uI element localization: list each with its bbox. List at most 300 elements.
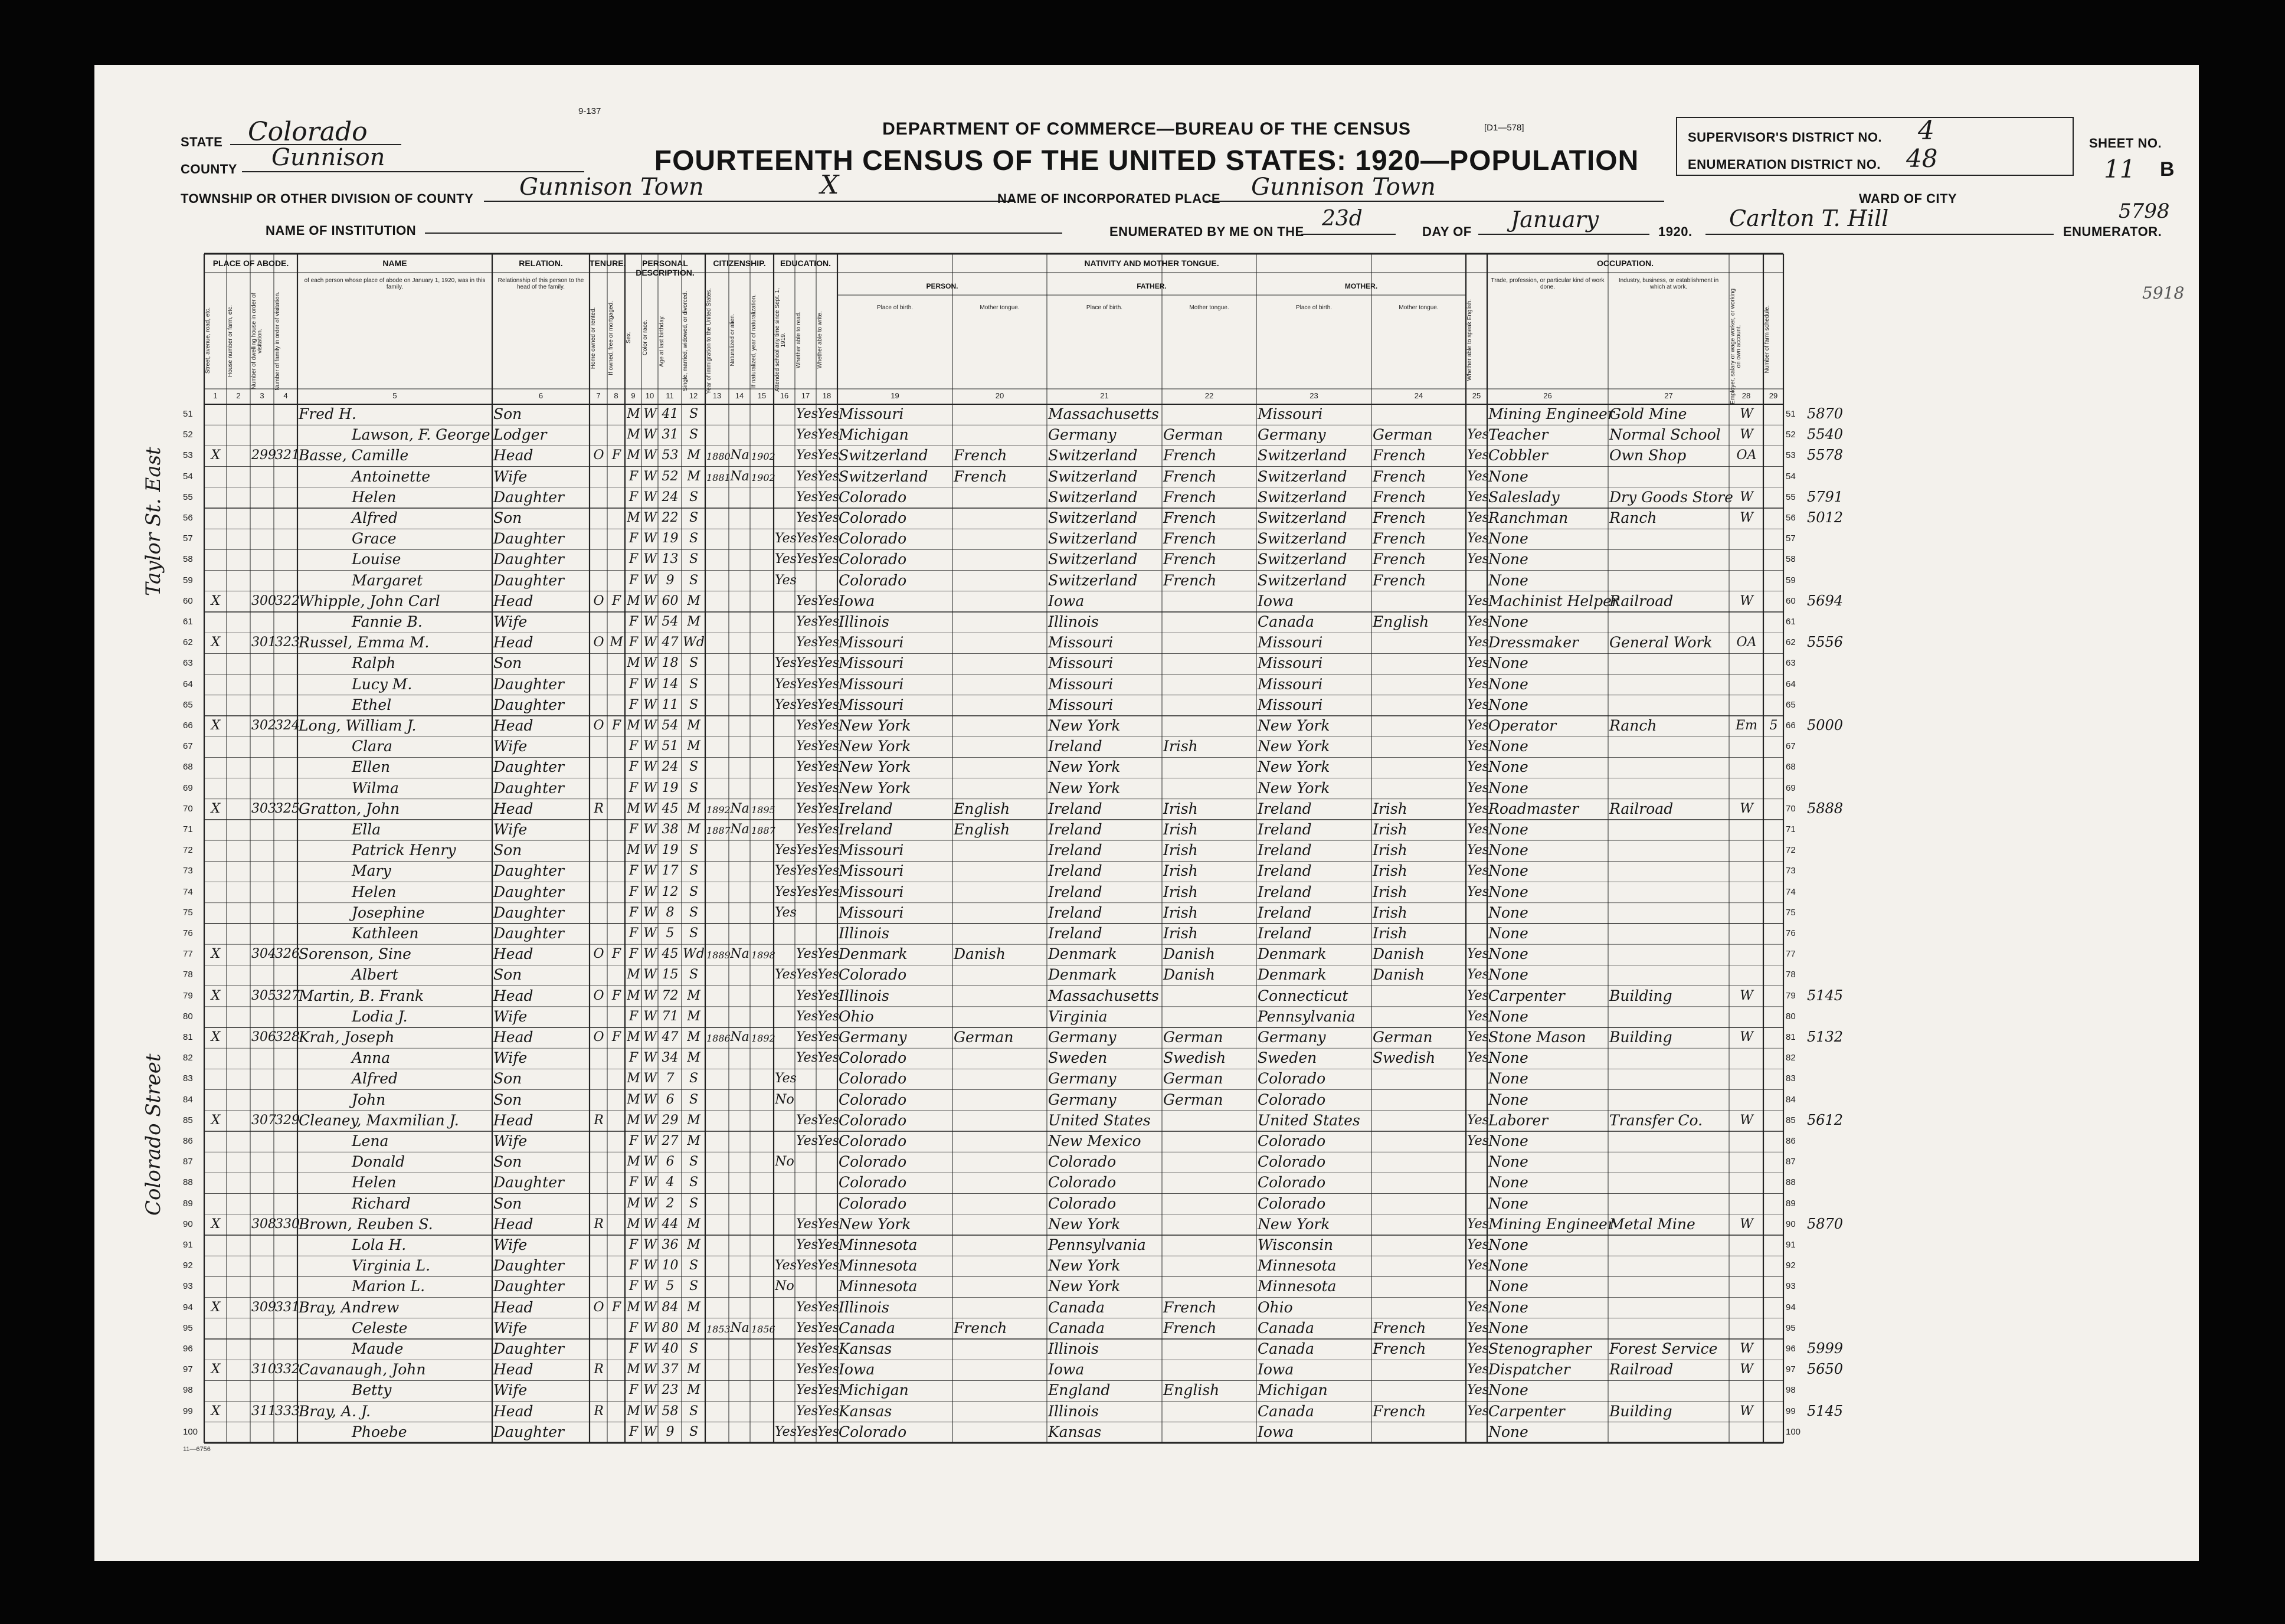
line-number: 93 <box>183 1281 193 1292</box>
cell-own: O <box>593 593 604 608</box>
column-number: 4 <box>283 391 288 400</box>
column-header-15: If naturalized, year of naturalization. <box>751 294 757 388</box>
cell-write: Yes <box>817 593 839 608</box>
cell-mpob: Ireland <box>1258 862 1312 880</box>
cell-name: Ralph <box>352 654 396 672</box>
cell-mtongue: Danish <box>1373 966 1425 984</box>
line-number-right: 95 <box>1786 1322 1796 1333</box>
cell-read: Yes <box>796 1341 818 1356</box>
cell-write: Yes <box>817 822 839 837</box>
cell-ftongue: French <box>1163 571 1217 589</box>
cell-sex: M <box>627 510 640 525</box>
cell-age: 2 <box>666 1196 675 1211</box>
cell-sex: F <box>628 531 639 546</box>
line-number-right: 54 <box>1786 471 1796 482</box>
cell-write: Yes <box>817 656 839 671</box>
incorporated-value: Gunnison Town <box>1251 173 1436 201</box>
cell-rel: Head <box>493 1029 533 1046</box>
cell-dwelling: 302 <box>251 718 276 733</box>
cell-sex: F <box>628 1009 639 1024</box>
cell-read: Yes <box>796 967 818 983</box>
cell-trade: None <box>1488 1381 1528 1399</box>
cell-name: John <box>352 1091 386 1108</box>
cell-pob: Missouri <box>839 405 904 423</box>
cell-nat: Na <box>730 801 749 816</box>
line-number: 66 <box>183 721 193 731</box>
line-number-right: 84 <box>1786 1094 1796 1105</box>
column-header-28: Employer, salary or wage worker, or working on own account. <box>1730 288 1742 405</box>
group-header: NATIVITY AND MOTHER TONGUE. <box>1084 258 1219 268</box>
cell-name: Clara <box>352 738 392 755</box>
cell-fpob: New York <box>1048 1215 1121 1233</box>
cell-mpob: Switzerland <box>1258 467 1347 485</box>
column-header-24: Mother tongue. <box>1399 304 1439 311</box>
cell-read: Yes <box>796 1134 818 1148</box>
cell-read: Yes <box>796 1237 818 1252</box>
cell-sex: M <box>627 988 640 1003</box>
cell-name: Lodia J. <box>352 1007 408 1025</box>
cell-trade: None <box>1488 1174 1528 1191</box>
cell-school: No <box>775 1154 794 1170</box>
cell-read: Yes <box>796 1299 818 1315</box>
cell-mpob: Switzerland <box>1258 571 1347 589</box>
cell-ftongue: Irish <box>1163 903 1198 921</box>
cell-fpob: Canada <box>1048 1319 1105 1337</box>
column-number: 2 <box>236 391 241 400</box>
cell-rel: Head <box>493 1298 533 1316</box>
cell-fpob: Missouri <box>1048 696 1114 713</box>
cell-farm: 5 <box>1769 718 1778 733</box>
cell-write: Yes <box>817 988 839 1003</box>
line-number: 52 <box>183 430 193 440</box>
cell-name: Krah, Joseph <box>299 1029 395 1046</box>
cell-mpob: United States <box>1258 1111 1360 1129</box>
cell-street: X <box>211 593 221 608</box>
line-number-right: 97 <box>1786 1364 1796 1375</box>
cell-ms: S <box>689 676 699 692</box>
cell-race: W <box>643 718 657 733</box>
line-number: 91 <box>183 1240 193 1250</box>
cell-mtongue: Irish <box>1373 821 1407 838</box>
cell-sex: M <box>627 843 640 858</box>
cell-fpob: Iowa <box>1048 1361 1085 1379</box>
cell-race: W <box>643 1175 657 1190</box>
cell-trade: Operator <box>1488 717 1557 734</box>
cell-pob: Colorado <box>839 1070 907 1088</box>
cell-age: 47 <box>662 635 679 650</box>
supervisor-label: SUPERVISOR'S DISTRICT NO. <box>1688 130 1883 145</box>
cell-ms: S <box>689 552 699 567</box>
cell-race: W <box>643 1154 657 1170</box>
cell-write: Yes <box>817 884 839 899</box>
line-number-right: 71 <box>1786 824 1796 834</box>
cell-race: W <box>643 1050 657 1066</box>
cell-ftongue: Swedish <box>1163 1049 1226 1067</box>
tally-code: 5540 <box>1807 426 1844 443</box>
cell-pob: Minnesota <box>839 1257 918 1275</box>
cell-ms: S <box>689 1175 699 1190</box>
cell-dwelling: 301 <box>251 635 276 650</box>
cell-fpob: Switzerland <box>1048 571 1138 589</box>
cell-sex: F <box>628 739 639 754</box>
cell-ms: M <box>687 1050 700 1066</box>
cell-ms: S <box>689 1424 699 1439</box>
cell-pob: New York <box>839 738 911 755</box>
line-number: 56 <box>183 513 193 523</box>
cell-name: Patrick Henry <box>352 842 456 859</box>
cell-mtongue: German <box>1373 426 1433 444</box>
cell-imm: 1889 <box>706 949 731 961</box>
cell-age: 54 <box>662 718 679 733</box>
cell-eng: Yes <box>1467 843 1489 858</box>
cell-age: 6 <box>666 1092 675 1107</box>
cell-rel: Wife <box>493 613 528 630</box>
cell-trade: Laborer <box>1488 1111 1549 1129</box>
cell-trade: None <box>1488 467 1528 485</box>
cell-fpob: New Mexico <box>1048 1132 1141 1150</box>
cell-nat: Na <box>730 469 749 484</box>
cell-class: W <box>1740 593 1753 608</box>
year-label: 1920. <box>1658 224 1693 239</box>
cell-mpob: Ireland <box>1258 821 1312 838</box>
cell-fpob: Ireland <box>1048 925 1102 942</box>
cell-trade: None <box>1488 925 1528 942</box>
cell-read: Yes <box>796 676 818 692</box>
cell-school: Yes <box>775 863 797 879</box>
cell-trade: None <box>1488 862 1528 880</box>
cell-pob: Germany <box>839 1029 907 1046</box>
cell-fpob: Illinois <box>1048 1340 1099 1357</box>
cell-rel: Head <box>493 800 533 817</box>
corner-number: 5798 <box>2119 199 2170 223</box>
cell-pob: New York <box>839 1215 911 1233</box>
line-number-right: 57 <box>1786 533 1796 544</box>
cell-rel: Lodger <box>493 426 547 444</box>
cell-race: W <box>643 884 657 899</box>
day-value: 23d <box>1322 207 1363 231</box>
cell-mpob: Colorado <box>1258 1194 1326 1212</box>
line-number-right: 73 <box>1786 866 1796 876</box>
cell-family: 325 <box>275 801 300 816</box>
cell-race: W <box>643 1196 657 1211</box>
cell-ms: M <box>687 1216 700 1232</box>
cell-sex: F <box>628 1050 639 1066</box>
cell-fpob: Virginia <box>1048 1007 1108 1025</box>
cell-mtongue: French <box>1373 1402 1426 1420</box>
month-value: January <box>1511 207 1599 233</box>
column-number: 16 <box>780 391 789 400</box>
cell-tongue: German <box>954 1029 1014 1046</box>
column-number: 3 <box>260 391 264 400</box>
cell-age: 53 <box>662 448 679 463</box>
column-number: 7 <box>596 391 601 400</box>
cell-age: 72 <box>662 988 679 1003</box>
nativity-subheader-father: FATHER. <box>1137 282 1167 290</box>
cell-fpob: Switzerland <box>1048 488 1138 506</box>
cell-class: W <box>1740 1216 1753 1232</box>
line-number: 90 <box>183 1219 193 1229</box>
cell-rel: Daughter <box>493 883 564 901</box>
line-number: 99 <box>183 1406 193 1416</box>
cell-sex: M <box>627 448 640 463</box>
cell-industry: Railroad <box>1609 592 1674 610</box>
cell-name: Margaret <box>352 571 423 589</box>
state-value: Colorado <box>248 117 368 147</box>
cell-write: Yes <box>817 1009 839 1024</box>
cell-ftongue: Irish <box>1163 821 1198 838</box>
cell-eng: Yes <box>1467 739 1489 754</box>
cell-write: Yes <box>817 469 839 484</box>
cell-rel: Wife <box>493 821 528 838</box>
ward-label: WARD OF CITY <box>1859 191 1957 206</box>
state-label: STATE <box>181 135 223 149</box>
cell-sex: F <box>628 635 639 650</box>
cell-write: Yes <box>817 531 839 546</box>
cell-trade: Saleslady <box>1488 488 1560 506</box>
cell-rel: Head <box>493 592 533 610</box>
group-header: NAME <box>382 258 407 268</box>
cell-race: W <box>643 759 657 775</box>
cell-age: 7 <box>666 1071 675 1086</box>
cell-name: Ellen <box>352 758 391 776</box>
cell-mpob: Missouri <box>1258 675 1323 693</box>
cell-rel: Daughter <box>493 488 564 506</box>
cell-sex: M <box>627 1216 640 1232</box>
cell-imm: 1881 <box>706 472 731 483</box>
cell-age: 37 <box>662 1362 679 1377</box>
cell-mpob: Missouri <box>1258 634 1323 651</box>
cell-read: Yes <box>796 489 818 505</box>
cell-ms: Wd <box>683 947 705 962</box>
cell-name: Fred H. <box>299 405 356 423</box>
cell-mtongue: French <box>1373 530 1426 548</box>
cell-trade: None <box>1488 654 1528 672</box>
cell-trade: None <box>1488 758 1528 776</box>
cell-mpob: Switzerland <box>1258 530 1347 548</box>
cell-mpob: Germany <box>1258 1029 1326 1046</box>
cell-eng: Yes <box>1467 1403 1489 1419</box>
cell-street: X <box>211 1299 221 1315</box>
cell-ms: S <box>689 884 699 899</box>
cell-class: W <box>1740 1403 1753 1419</box>
cell-ms: S <box>689 1071 699 1086</box>
cell-race: W <box>643 1299 657 1315</box>
cell-ms: S <box>689 1154 699 1170</box>
cell-rel: Daughter <box>493 1257 564 1275</box>
column-number: 21 <box>1100 391 1109 400</box>
cell-age: 24 <box>662 759 679 775</box>
cell-name: Louise <box>352 551 401 568</box>
cell-fpob: Illinois <box>1048 1402 1099 1420</box>
cell-name: Celeste <box>352 1319 408 1337</box>
cell-mpob: Switzerland <box>1258 509 1347 526</box>
cell-sex: M <box>627 1092 640 1107</box>
tally-code: 5888 <box>1807 800 1844 817</box>
cell-trade: None <box>1488 842 1528 859</box>
line-number: 60 <box>183 595 193 606</box>
line-number-right: 61 <box>1786 617 1796 627</box>
cell-pob: Illinois <box>839 925 889 942</box>
cell-sex: F <box>628 1424 639 1439</box>
cell-race: W <box>643 1320 657 1335</box>
cell-trade: None <box>1488 1153 1528 1171</box>
cell-ms: S <box>689 697 699 712</box>
column-header-19: Place of birth. <box>876 304 914 311</box>
cell-rel: Daughter <box>493 903 564 921</box>
cell-read: Yes <box>796 863 818 879</box>
cell-sex: M <box>627 1030 640 1045</box>
cell-age: 71 <box>662 1009 679 1024</box>
cell-race: W <box>643 531 657 546</box>
cell-name: Donald <box>352 1153 405 1171</box>
cell-age: 4 <box>666 1175 675 1190</box>
cell-mpob: Pennsylvania <box>1258 1007 1356 1025</box>
cell-mtongue: Irish <box>1373 883 1407 901</box>
column-header-5: of each person whose place of abode on January 1, 1920, was in this family. <box>304 277 486 290</box>
line-number: 69 <box>183 782 193 793</box>
cell-fpob: Illinois <box>1048 613 1099 630</box>
cell-mpob: Missouri <box>1258 654 1323 672</box>
cell-age: 6 <box>666 1154 675 1170</box>
cell-mpob: New York <box>1258 779 1330 797</box>
cell-mtongue: Irish <box>1373 842 1407 859</box>
group-header: PERSONAL DESCRIPTION. <box>636 258 695 277</box>
cell-write: Yes <box>817 676 839 692</box>
cell-nat: Na <box>730 1030 749 1045</box>
institution-label: NAME OF INSTITUTION <box>266 223 417 238</box>
cell-mort: F <box>611 947 621 962</box>
cell-tongue: French <box>954 467 1007 485</box>
column-header-10: Color or race. <box>642 319 649 356</box>
cell-write: Yes <box>817 1134 839 1148</box>
cell-eng: Yes <box>1467 1299 1489 1315</box>
cell-race: W <box>643 407 657 421</box>
cell-ms: S <box>689 1279 699 1294</box>
line-number: 53 <box>183 450 193 461</box>
cell-age: 51 <box>662 739 679 754</box>
cell-dwelling: 304 <box>251 947 276 962</box>
cell-age: 27 <box>662 1134 679 1148</box>
cell-mort: F <box>611 448 621 463</box>
cell-write: Yes <box>817 1424 839 1439</box>
cell-school: Yes <box>775 656 797 671</box>
cell-class: OA <box>1736 448 1757 463</box>
group-header: OCCUPATION. <box>1597 258 1654 268</box>
cell-race: W <box>643 489 657 505</box>
cell-read: Yes <box>796 593 818 608</box>
cell-mpob: Minnesota <box>1258 1257 1337 1275</box>
cell-write: Yes <box>817 1112 839 1128</box>
line-number-right: 59 <box>1786 575 1796 585</box>
line-number-right: 64 <box>1786 679 1796 689</box>
line-number-right: 94 <box>1786 1302 1796 1312</box>
cell-fpob: Iowa <box>1048 592 1085 610</box>
cell-nat: Na <box>730 822 749 837</box>
cell-pob: Colorado <box>839 966 907 984</box>
cell-ms: S <box>689 1092 699 1107</box>
cell-family: 331 <box>275 1299 300 1315</box>
cell-own: R <box>594 1112 604 1128</box>
column-header-26: Trade, profession, or particular kind of work done. <box>1491 277 1605 290</box>
cell-pob: Colorado <box>839 551 907 568</box>
cell-fpob: Canada <box>1048 1298 1105 1316</box>
column-number: 20 <box>995 391 1004 400</box>
line-number: 76 <box>183 928 193 938</box>
cell-ftongue: German <box>1163 1070 1223 1088</box>
sheet-value: 11 <box>2104 155 2136 184</box>
cell-race: W <box>643 427 657 443</box>
cell-eng: Yes <box>1467 1341 1489 1356</box>
cell-read: Yes <box>796 407 818 421</box>
cell-rel: Son <box>493 842 522 859</box>
cell-dwelling: 300 <box>251 593 276 608</box>
cell-write: Yes <box>817 1030 839 1045</box>
cell-ms: S <box>689 863 699 879</box>
group-header: TENURE. <box>590 258 626 268</box>
cell-rel: Daughter <box>493 862 564 880</box>
cell-eng: Yes <box>1467 967 1489 983</box>
cell-name: Helen <box>352 1174 397 1191</box>
cell-dwelling: 310 <box>251 1362 276 1377</box>
cell-ms: S <box>689 510 699 525</box>
cell-mpob: Denmark <box>1258 945 1327 963</box>
cell-class: W <box>1740 1112 1753 1128</box>
line-number: 83 <box>183 1073 193 1084</box>
margin-note-colorado: Colorado Street <box>142 1053 165 1216</box>
cell-trade: None <box>1488 903 1528 921</box>
cell-trade: None <box>1488 1132 1528 1150</box>
cell-ftongue: French <box>1163 488 1217 506</box>
cell-rel: Daughter <box>493 696 564 713</box>
cell-fpob: Ireland <box>1048 903 1102 921</box>
line-number: 84 <box>183 1094 193 1105</box>
line-number-right: 62 <box>1786 637 1796 648</box>
cell-write: Yes <box>817 1383 839 1398</box>
cell-fpob: Switzerland <box>1048 447 1138 464</box>
cell-write: Yes <box>817 614 839 629</box>
cell-read: Yes <box>796 884 818 899</box>
cell-trade: None <box>1488 530 1528 548</box>
line-number: 79 <box>183 990 193 1001</box>
cell-race: W <box>643 1112 657 1128</box>
line-number-right: 75 <box>1786 907 1796 918</box>
cell-read: Yes <box>796 469 818 484</box>
line-number: 97 <box>183 1364 193 1375</box>
cell-ms: S <box>689 926 699 941</box>
line-number-right: 63 <box>1786 658 1796 669</box>
column-header-20: Mother tongue. <box>980 304 1020 311</box>
cell-write: Yes <box>817 780 839 795</box>
census-title: FOURTEENTH CENSUS OF THE UNITED STATES: 1920—POPULATION <box>654 145 1639 176</box>
cell-race: W <box>643 1258 657 1273</box>
cell-industry: Gold Mine <box>1609 405 1687 423</box>
cell-mpob: Iowa <box>1258 1361 1294 1379</box>
cell-trade: None <box>1488 1423 1528 1440</box>
cell-eng: Yes <box>1467 676 1489 692</box>
cell-race: W <box>643 1341 657 1356</box>
cell-write: Yes <box>817 489 839 505</box>
cell-sex: M <box>627 656 640 671</box>
cell-race: W <box>643 739 657 754</box>
cell-age: 19 <box>662 843 679 858</box>
cell-mpob: Canada <box>1258 613 1314 630</box>
township-label: TOWNSHIP OR OTHER DIVISION OF COUNTY <box>181 191 474 206</box>
cell-industry: Railroad <box>1609 1361 1674 1379</box>
cell-sex: F <box>628 1237 639 1252</box>
cell-mpob: Ireland <box>1258 842 1312 859</box>
cell-mtongue: French <box>1373 488 1426 506</box>
cell-fpob: New York <box>1048 717 1121 734</box>
